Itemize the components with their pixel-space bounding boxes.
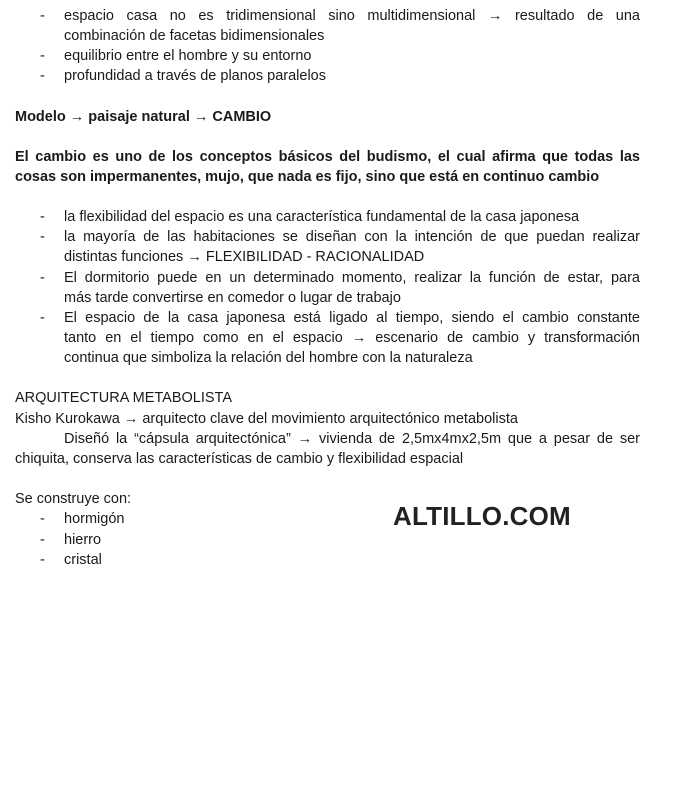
list-item-text: la flexibilidad del espacio es una característica fundamental de la casa japonesa <box>64 209 580 225</box>
list-item <box>15 46 640 66</box>
paragraph-line: chiquita, conserva las características de cambio y flexibilidad espacial <box>15 451 464 467</box>
bullet-dash: - <box>40 229 45 245</box>
list-item-text: la mayoría de las habitaciones se diseñan con la intención de que puedan realizar <box>64 229 640 245</box>
list-item-continuation: distintas funciones → FLEXIBILIDAD - RACIONALIDAD <box>64 249 425 265</box>
cambio-paragraph-line: cosas son impermanentes, mujo, que nada es fijo, sino que está en continuo cambio <box>15 169 600 185</box>
list-item <box>15 66 640 86</box>
list-item-text: profundidad a través de planos paralelos <box>64 68 326 84</box>
list-item-text: espacio casa no es tridimensional sino multidimensional → resultado de una <box>64 8 640 24</box>
list-item <box>15 6 640 26</box>
list-item-text: El dormitorio puede en un determinado momento, realizar la función de estar, para <box>64 270 640 286</box>
construye-intro: Se construye con: <box>15 491 132 507</box>
section-heading: ARQUITECTURA METABOLISTA <box>15 390 232 406</box>
list-item-text: hierro <box>64 532 102 548</box>
list-item <box>15 207 640 227</box>
list-item <box>15 308 640 328</box>
bullet-dash: - <box>40 532 45 548</box>
list-item-text: El espacio de la casa japonesa está ligado al tiempo, siendo el cambio constante <box>64 310 640 326</box>
list-item-continuation: continua que simboliza la relación del hombre con la naturaleza <box>64 350 473 366</box>
bullet-dash: - <box>40 209 45 225</box>
paragraph-line: Kisho Kurokawa → arquitecto clave del movimiento arquitectónico metabolista <box>15 411 518 427</box>
list-item <box>15 530 640 550</box>
bullet-dash: - <box>40 310 45 326</box>
watermark: ALTILLO.COM <box>393 501 571 531</box>
bullet-dash: - <box>40 8 45 24</box>
bullet-dash: - <box>40 68 45 84</box>
list-item-text: hormigón <box>64 511 125 527</box>
modelo-heading: Modelo → paisaje natural → CAMBIO <box>15 109 272 125</box>
bullet-dash: - <box>40 48 45 64</box>
paragraph-line: Diseñó la “cápsula arquitectónica” → vivienda de 2,5mx4mx2,5m que a pesar de ser <box>64 431 640 447</box>
list-item <box>15 550 640 570</box>
list-item-text: cristal <box>64 552 102 568</box>
list-item <box>15 268 640 288</box>
document-body <box>15 0 640 792</box>
list-item <box>15 227 640 247</box>
cambio-paragraph-line: El cambio es uno de los conceptos básicos del budismo, el cual afirma que todas las <box>15 149 640 165</box>
list-item-continuation: más tarde convertirse en comedor o lugar de trabajo <box>64 290 401 306</box>
bullet-dash: - <box>40 270 45 286</box>
list-item-continuation: combinación de facetas bidimensionales <box>64 28 325 44</box>
list-item-continuation: tanto en el tiempo como en el espacio → escenario de cambio y transformación <box>64 330 640 346</box>
list-item-text: equilibrio entre el hombre y su entorno <box>64 48 312 64</box>
bullet-dash: - <box>40 511 45 527</box>
bullet-dash: - <box>40 552 45 568</box>
